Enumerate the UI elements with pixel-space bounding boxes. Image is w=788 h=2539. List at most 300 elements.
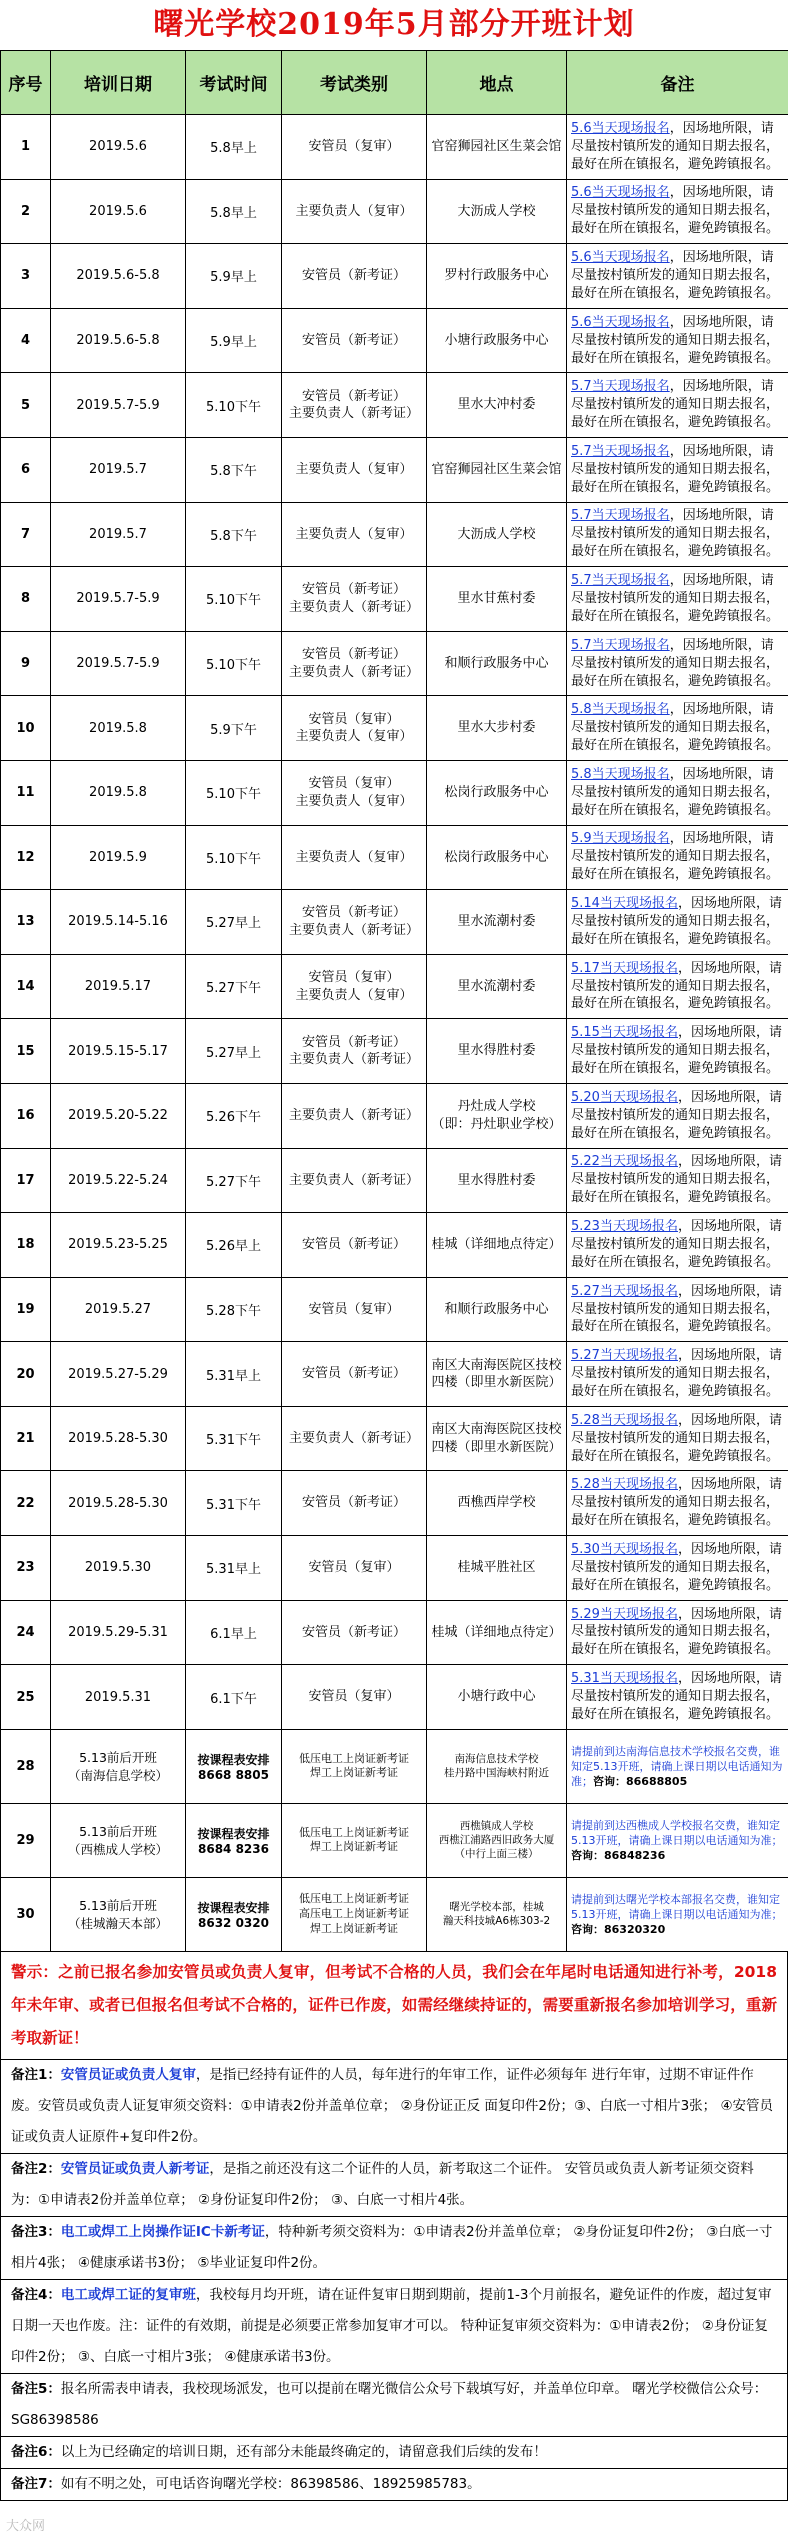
exam-place-line: 丹灶成人学校 [457,1099,536,1115]
exam-time-line: 按课程表安排 [197,1752,270,1767]
table-row [1,1019,788,1084]
exam-place-line: 里水流潮村委 [457,978,536,994]
exam-place [427,1277,567,1342]
header-note: 备注 [567,51,788,115]
exam-place [427,631,567,696]
note-tel: 86848236 [604,1848,666,1862]
remark-text: 报名所需表申请表，我校现场派发，也可以提前在曙光微信公众号下载填写好，并盖单位印章。 曙光学校微信公众号：SG86398586 [11,2380,768,2428]
exam-place-line: 南区大南海医院区技校 [431,1422,562,1438]
exam-type [282,308,427,373]
row-number: 13 [1,890,51,955]
exam-type-line: 安管员（复审） [308,1560,400,1576]
row-note [567,825,788,890]
exam-type-line: 主要负责人（新考证） [288,599,419,615]
training-date: 2019.5.9 [51,825,186,890]
note-tel-label: 咨询： [571,1848,604,1862]
table-row [1,1536,788,1601]
table-row [1,1213,788,1278]
exam-type-line: 主要负责人（复审） [295,987,413,1003]
training-date: 2019.5.27-5.29 [51,1342,186,1407]
row-note [567,1729,788,1803]
exam-type-line: 焊工上岗证新考证 [310,1766,398,1780]
exam-type-line: 主要负责人（新考证） [288,664,419,680]
exam-type-line: 安管员（新考证） [301,1034,406,1050]
row-note [567,502,788,567]
exam-type-line: 主要负责人（复审） [295,849,413,865]
exam-place-line: 里水得胜村委 [457,1043,536,1059]
watermark: 大众网 [6,2519,46,2534]
row-number: 12 [1,825,51,890]
table-row [1,1600,788,1665]
exam-place [427,1600,567,1665]
row-note [567,437,788,502]
remark-label: 备注4： [11,2286,61,2303]
exam-type [282,631,427,696]
exam-time: 5.27下午 [186,1148,282,1213]
exam-place [427,760,567,825]
exam-time: 5.10下午 [186,825,282,890]
exam-type [282,502,427,567]
header-time: 考试时间 [186,51,282,115]
exam-place [427,115,567,180]
exam-place [427,437,567,502]
table-row [1,954,788,1019]
note-text: ，因场地所限，请尽量按村镇所发的通知日期去报名，最好在所在镇报名，避免跨镇报名。 [571,250,780,301]
row-note [567,179,788,244]
table-row [1,1803,788,1877]
table-row [1,760,788,825]
exam-place-line: 里水得胜村委 [457,1172,536,1188]
exam-place-line: 南海信息技术学校 [454,1753,539,1766]
exam-place-line: 四楼（即里水新医院） [431,1375,562,1391]
note-text: ，因场地所限，请尽量按村镇所发的通知日期去报名，最好在所在镇报名，避免跨镇报名。 [571,379,780,431]
remark-2 [1,2153,787,2216]
note-text: 请提前到达南海信息技术学校报名交费，谁知定5.13开班，请确上课日期以电话通知为准； [571,1744,783,1788]
header-place: 地点 [427,51,567,115]
exam-place-line: 大沥成人学校 [457,203,536,219]
note-text: ，因场地所限，请尽量按村镇所发的通知日期去报名，最好在所在镇报名，避免跨镇报名。 [571,1477,782,1529]
note-signup-date: 5.29当天现场报名 [571,1606,678,1622]
exam-type [282,954,427,1019]
exam-time: 5.28下午 [186,1277,282,1342]
header-type: 考试类别 [282,51,427,115]
training-date: 2019.5.8 [51,760,186,825]
note-signup-date: 5.27当天现场报名 [571,1348,678,1364]
remark-label: 备注1： [11,2066,61,2083]
note-signup-date: 5.7当天现场报名 [571,637,670,653]
table-row [1,1877,788,1951]
exam-place-line: 南区大南海医院区技校 [431,1357,562,1373]
training-date: 2019.5.7 [51,502,186,567]
remark-5 [1,2373,787,2436]
row-note [567,1803,788,1877]
schedule-table [0,50,788,1952]
exam-type-line: 安管员（新考证） [301,647,406,662]
row-note [567,1406,788,1471]
training-date-line: （桂城瀚天本部） [67,1916,168,1932]
exam-place-line: 里水甘蕉村委 [457,591,536,607]
note-signup-date: 5.7当天现场报名 [571,379,670,395]
exam-type-line: 安管员（复审） [308,1689,400,1705]
exam-place-line: 里水大冲村委 [457,397,536,413]
training-date [51,1877,186,1951]
row-number: 29 [1,1803,51,1877]
exam-time: 5.31早上 [186,1342,282,1407]
note-text: ，因场地所限，请尽量按村镇所发的通知日期去报名，最好在所在镇报名，避免跨镇报名。 [571,1412,782,1464]
training-date-line: （南海信息学校） [67,1768,168,1784]
exam-place [427,1665,567,1730]
table-row [1,373,788,438]
exam-time: 5.8早上 [186,179,282,244]
exam-type-line: 安管员（新考证） [301,332,406,348]
exam-time-line: 8668 8805 [198,1767,269,1782]
table-row [1,502,788,567]
note-signup-date: 5.17当天现场报名 [571,960,678,976]
exam-type [282,1877,427,1951]
note-tel: 86688805 [626,1774,688,1788]
training-date: 2019.5.14-5.16 [51,890,186,955]
note-signup-date: 5.20当天现场报名 [571,1089,678,1105]
training-date: 2019.5.17 [51,954,186,1019]
remark-text: 以上为已经确定的培训日期，还有部分未能最终确定的，请留意我们后续的发布！ [60,2443,547,2460]
note-signup-date: 5.8当天现场报名 [571,702,670,718]
exam-type [282,1083,427,1148]
note-text: ，因场地所限，请尽量按村镇所发的通知日期去报名，最好在所在镇报名，避免跨镇报名。 [571,508,780,560]
exam-type [282,1342,427,1407]
exam-time: 5.27早上 [186,1019,282,1084]
note-text: ，因场地所限，请尽量按村镇所发的通知日期去报名，最好在所在镇报名，避免跨镇报名。 [571,1283,782,1335]
exam-type [282,373,427,438]
row-number: 8 [1,567,51,632]
note-signup-date: 5.14当天现场报名 [571,896,678,912]
exam-type [282,760,427,825]
training-date: 2019.5.28-5.30 [51,1406,186,1471]
row-note [567,1665,788,1730]
exam-time: 5.31下午 [186,1471,282,1536]
exam-place-line: 瀚天科技城A6栋303-2 [442,1915,551,1928]
note-signup-date: 5.6当天现场报名 [571,185,670,201]
row-number: 15 [1,1019,51,1084]
note-signup-date: 5.31当天现场报名 [571,1671,678,1687]
exam-place [427,567,567,632]
row-note [567,890,788,955]
row-number: 28 [1,1729,51,1803]
training-date: 2019.5.7-5.9 [51,373,186,438]
exam-place [427,244,567,309]
exam-place-line: 里水流潮村委 [457,914,536,930]
note-text: ，因场地所限，请尽量按村镇所发的通知日期去报名，最好在所在镇报名，避免跨镇报名。 [571,443,780,495]
row-number: 14 [1,954,51,1019]
note-signup-date: 5.28当天现场报名 [571,1412,678,1428]
exam-place-line: 桂城平胜社区 [457,1560,536,1576]
row-note [567,567,788,632]
table-row [1,1277,788,1342]
table-row [1,115,788,180]
note-text: 请提前到达西樵成人学校报名交费，谁知定5.13开班，请确上课日期以电话通知为准； [571,1818,783,1847]
exam-type [282,1277,427,1342]
exam-place-line: 官窑狮园社区生菜会馆 [431,139,562,155]
note-tel-label: 咨询： [593,1774,626,1788]
exam-time: 5.9下午 [186,696,282,761]
exam-place [427,954,567,1019]
row-note [567,1277,788,1342]
row-note [567,1213,788,1278]
exam-place [427,502,567,567]
exam-type-line: 主要负责人（复审） [295,461,413,477]
table-row [1,890,788,955]
row-number: 20 [1,1342,51,1407]
note-signup-date: 5.28当天现场报名 [571,1477,678,1493]
exam-type-line: 主要负责人（新考证） [288,1430,419,1446]
exam-type-line: 主要负责人（复审） [295,793,413,809]
note-signup-date: 5.27当天现场报名 [571,1283,678,1299]
row-number: 2 [1,179,51,244]
exam-type-line: 焊工上岗证新考证 [310,1921,398,1935]
exam-time [186,1877,282,1951]
row-number: 6 [1,437,51,502]
footer-notes [0,1952,788,2501]
table-row [1,1729,788,1803]
exam-place [427,1019,567,1084]
training-date [51,1803,186,1877]
exam-type [282,437,427,502]
remark-text: ，我校每月均开班，请在证件复审日期到期前，提前1-3个月前报名，避免证件的作废，超过复审日期一天也作废。注：证件的有效期，前提是必须要正常参加复审才可以。 特种证复审须交资料为：①申请表2份； ②身份证复印件2份； ③、白底一寸相片3张； ④健康承诺书3份。 [11,2286,772,2365]
exam-type-line: 主要负责人（复审） [295,526,413,542]
exam-place [427,1877,567,1951]
training-date: 2019.5.29-5.31 [51,1600,186,1665]
table-row [1,1406,788,1471]
row-note [567,1877,788,1951]
exam-type-line: 主要负责人（新考证） [288,922,419,938]
row-note [567,1019,788,1084]
exam-place-line: 和顺行政服务中心 [444,655,549,671]
exam-type [282,1600,427,1665]
table-row [1,179,788,244]
training-date: 2019.5.7-5.9 [51,631,186,696]
note-signup-date: 5.9当天现场报名 [571,831,670,847]
exam-type-line: 安管员（复审） [308,711,400,727]
note-signup-date: 5.30当天现场报名 [571,1541,678,1557]
exam-type-line: 安管员（复审） [308,139,400,155]
note-text: ，因场地所限，请尽量按村镇所发的通知日期去报名，最好在所在镇报名，避免跨镇报名。 [571,1606,782,1658]
exam-place [427,1148,567,1213]
exam-type-line: 主要负责人（新考证） [288,406,419,422]
table-row [1,825,788,890]
exam-type [282,567,427,632]
exam-time: 5.31下午 [186,1406,282,1471]
table-row [1,244,788,309]
exam-time: 5.8早上 [186,115,282,180]
note-text: ，因场地所限，请尽量按村镇所发的通知日期去报名，最好在所在镇报名，避免跨镇报名。 [571,1025,782,1077]
remark-text: ，特种新考须交资料为：①申请表2份并盖单位章； ②身份证复印件2份； ③白底一寸相片4张； ④健康承诺书3份； ⑤毕业证复印件2份。 [11,2223,773,2271]
row-number: 23 [1,1536,51,1601]
row-number: 21 [1,1406,51,1471]
exam-type [282,244,427,309]
exam-time: 5.10下午 [186,373,282,438]
exam-place [427,1536,567,1601]
remark-4 [1,2279,787,2373]
exam-type [282,1406,427,1471]
exam-type [282,825,427,890]
exam-place [427,179,567,244]
note-signup-date: 5.7当天现场报名 [571,443,670,459]
training-date: 2019.5.6-5.8 [51,244,186,309]
note-text: ，因场地所限，请尽量按村镇所发的通知日期去报名，最好在所在镇报名，避免跨镇报名。 [571,831,780,883]
remark-label: 备注3： [11,2223,61,2240]
remark-keyword: 安管员证或负责人新考证 [60,2160,210,2177]
training-date: 2019.5.6 [51,115,186,180]
exam-place [427,1083,567,1148]
exam-place-line: 松岗行政服务中心 [444,849,549,865]
exam-place-line: 西樵镇成人学校 [459,1820,534,1833]
exam-type-line: 安管员（复审） [308,776,400,792]
note-text: ，因场地所限，请尽量按村镇所发的通知日期去报名，最好在所在镇报名，避免跨镇报名。 [571,1671,782,1723]
exam-type-line: 主要负责人（新考证） [288,1107,419,1123]
exam-type [282,1213,427,1278]
remark-3 [1,2216,787,2279]
exam-place [427,1213,567,1278]
note-tel-label: 咨询： [571,1922,604,1936]
training-date: 2019.5.31 [51,1665,186,1730]
exam-type-line: 安管员（新考证） [301,1366,406,1382]
exam-type-line: 主要负责人（新考证） [288,1172,419,1188]
row-number: 17 [1,1148,51,1213]
row-number: 7 [1,502,51,567]
training-date: 2019.5.20-5.22 [51,1083,186,1148]
training-date: 2019.5.7 [51,437,186,502]
exam-place [427,373,567,438]
exam-place-line: 和顺行政服务中心 [444,1301,549,1317]
row-number: 10 [1,696,51,761]
exam-type [282,1019,427,1084]
exam-type-line: 安管员（新考证） [301,1237,406,1253]
table-row [1,696,788,761]
note-text: ，因场地所限，请尽量按村镇所发的通知日期去报名，最好在所在镇报名，避免跨镇报名。 [571,766,780,818]
remark-label: 备注7： [11,2475,61,2492]
table-row [1,437,788,502]
remark-text: ，是指已经持有证件的人员，每年进行的年审工作，证件必须每年 进行年审，过期不审证件作废。安管员或负责人证复审须交资料：①申请表2份并盖单位章； ②身份证正反 面复印件2份；③、白底一寸相片3张； ④安管员证或负责人证原件+复印件2份。 [11,2066,774,2145]
exam-time: 5.26下午 [186,1083,282,1148]
remark-label: 备注5： [11,2380,61,2397]
exam-type-line: 安管员（新考证） [301,268,406,284]
row-note [567,954,788,1019]
exam-place [427,890,567,955]
remark-text: 如有不明之处，可电话咨询曙光学校：86398586、18925985783。 [60,2475,481,2492]
note-text: ，因场地所限，请尽量按村镇所发的通知日期去报名，最好在所在镇报名，避免跨镇报名。 [571,185,780,237]
exam-time: 6.1早上 [186,1600,282,1665]
exam-place-line: 小塘行政中心 [457,1689,536,1705]
remark-keyword: 电工或焊工上岗操作证IC卡新考证 [60,2223,265,2240]
note-text: ，因场地所限，请尽量按村镇所发的通知日期去报名，最好在所在镇报名，避免跨镇报名。 [571,1089,782,1141]
table-row [1,1471,788,1536]
exam-place-line: 西樵西岸学校 [457,1495,536,1511]
note-text: 请提前到达曙光学校本部报名交费，谁知定5.13开班，请确上课日期以电话通知为准； [571,1892,783,1921]
row-number: 18 [1,1213,51,1278]
exam-time: 5.9早上 [186,244,282,309]
row-number: 24 [1,1600,51,1665]
training-date-line: 5.13前后开班 [79,1898,157,1914]
exam-type [282,1536,427,1601]
header-no: 序号 [1,51,51,115]
note-text: ，因场地所限，请尽量按村镇所发的通知日期去报名，最好在所在镇报名，避免跨镇报名。 [571,1218,782,1270]
row-note [567,373,788,438]
row-note [567,631,788,696]
exam-time: 5.26早上 [186,1213,282,1278]
table-row [1,1148,788,1213]
exam-place-line: 罗村行政服务中心 [444,268,549,284]
exam-type [282,1803,427,1877]
exam-type-line: 主要负责人（新考证） [288,1052,419,1068]
row-note [567,1148,788,1213]
exam-time: 5.9早上 [186,308,282,373]
exam-time: 5.10下午 [186,631,282,696]
note-text: ，因场地所限，请尽量按村镇所发的通知日期去报名，最好在所在镇报名，避免跨镇报名。 [571,702,780,754]
exam-time: 5.8下午 [186,502,282,567]
row-number: 9 [1,631,51,696]
note-signup-date: 5.6当天现场报名 [571,120,670,136]
training-date [51,1729,186,1803]
note-signup-date: 5.23当天现场报名 [571,1218,678,1234]
exam-time-line: 按课程表安排 [197,1826,270,1841]
row-note [567,696,788,761]
exam-type-line: 安管员（新考证） [301,388,406,404]
note-text: ，因场地所限，请尽量按村镇所发的通知日期去报名，最好在所在镇报名，避免跨镇报名。 [571,637,780,689]
remark-1 [1,2059,787,2153]
exam-type-line: 安管员（新考证） [301,1624,406,1640]
exam-type-line: 主要负责人（复审） [295,203,413,219]
note-signup-date: 5.22当天现场报名 [571,1154,678,1170]
exam-place [427,1729,567,1803]
exam-place-line: 里水大步村委 [457,720,536,736]
remark-label: 备注2： [11,2160,61,2177]
exam-place [427,1342,567,1407]
exam-type-line: 安管员（新考证） [301,905,406,921]
training-date-line: 5.13前后开班 [79,1750,157,1766]
exam-type-line: 安管员（复审） [308,1301,400,1317]
training-date: 2019.5.23-5.25 [51,1213,186,1278]
exam-time: 5.27早上 [186,890,282,955]
exam-place-line: 桂城（详细地点待定） [431,1237,562,1253]
exam-place-line: 小塘行政服务中心 [444,332,549,348]
training-date: 2019.5.22-5.24 [51,1148,186,1213]
note-signup-date: 5.7当天现场报名 [571,573,670,589]
training-date: 2019.5.28-5.30 [51,1471,186,1536]
note-text: ，因场地所限，请尽量按村镇所发的通知日期去报名，最好在所在镇报名，避免跨镇报名。 [571,314,780,366]
exam-time: 6.1下午 [186,1665,282,1730]
exam-type-line: 焊工上岗证新考证 [310,1840,398,1854]
row-note [567,1471,788,1536]
exam-type-line: 低压电工上岗证新考证 [299,1892,409,1906]
training-date: 2019.5.6-5.8 [51,308,186,373]
exam-type [282,1729,427,1803]
row-note [567,1342,788,1407]
exam-time [186,1803,282,1877]
row-number: 11 [1,760,51,825]
exam-place [427,825,567,890]
exam-time: 5.31早上 [186,1536,282,1601]
note-signup-date: 5.6当天现场报名 [571,314,670,330]
note-text: ，因场地所限，请尽量按村镇所发的通知日期去报名，最好在所在镇报名，避免跨镇报名。 [571,1154,782,1206]
exam-type-line: 低压电工上岗证新考证 [299,1751,409,1765]
row-number: 4 [1,308,51,373]
note-signup-date: 5.15当天现场报名 [571,1025,678,1041]
note-signup-date: 5.6当天现场报名 [571,250,670,266]
exam-place-line: 西樵江浦路西旧政务大厦（中行上面三楼） [438,1834,555,1861]
row-number: 1 [1,115,51,180]
remark-label: 备注6： [11,2443,61,2460]
note-text: ，因场地所限，请尽量按村镇所发的通知日期去报名，最好在所在镇报名，避免跨镇报名。 [571,1541,782,1593]
row-number: 16 [1,1083,51,1148]
